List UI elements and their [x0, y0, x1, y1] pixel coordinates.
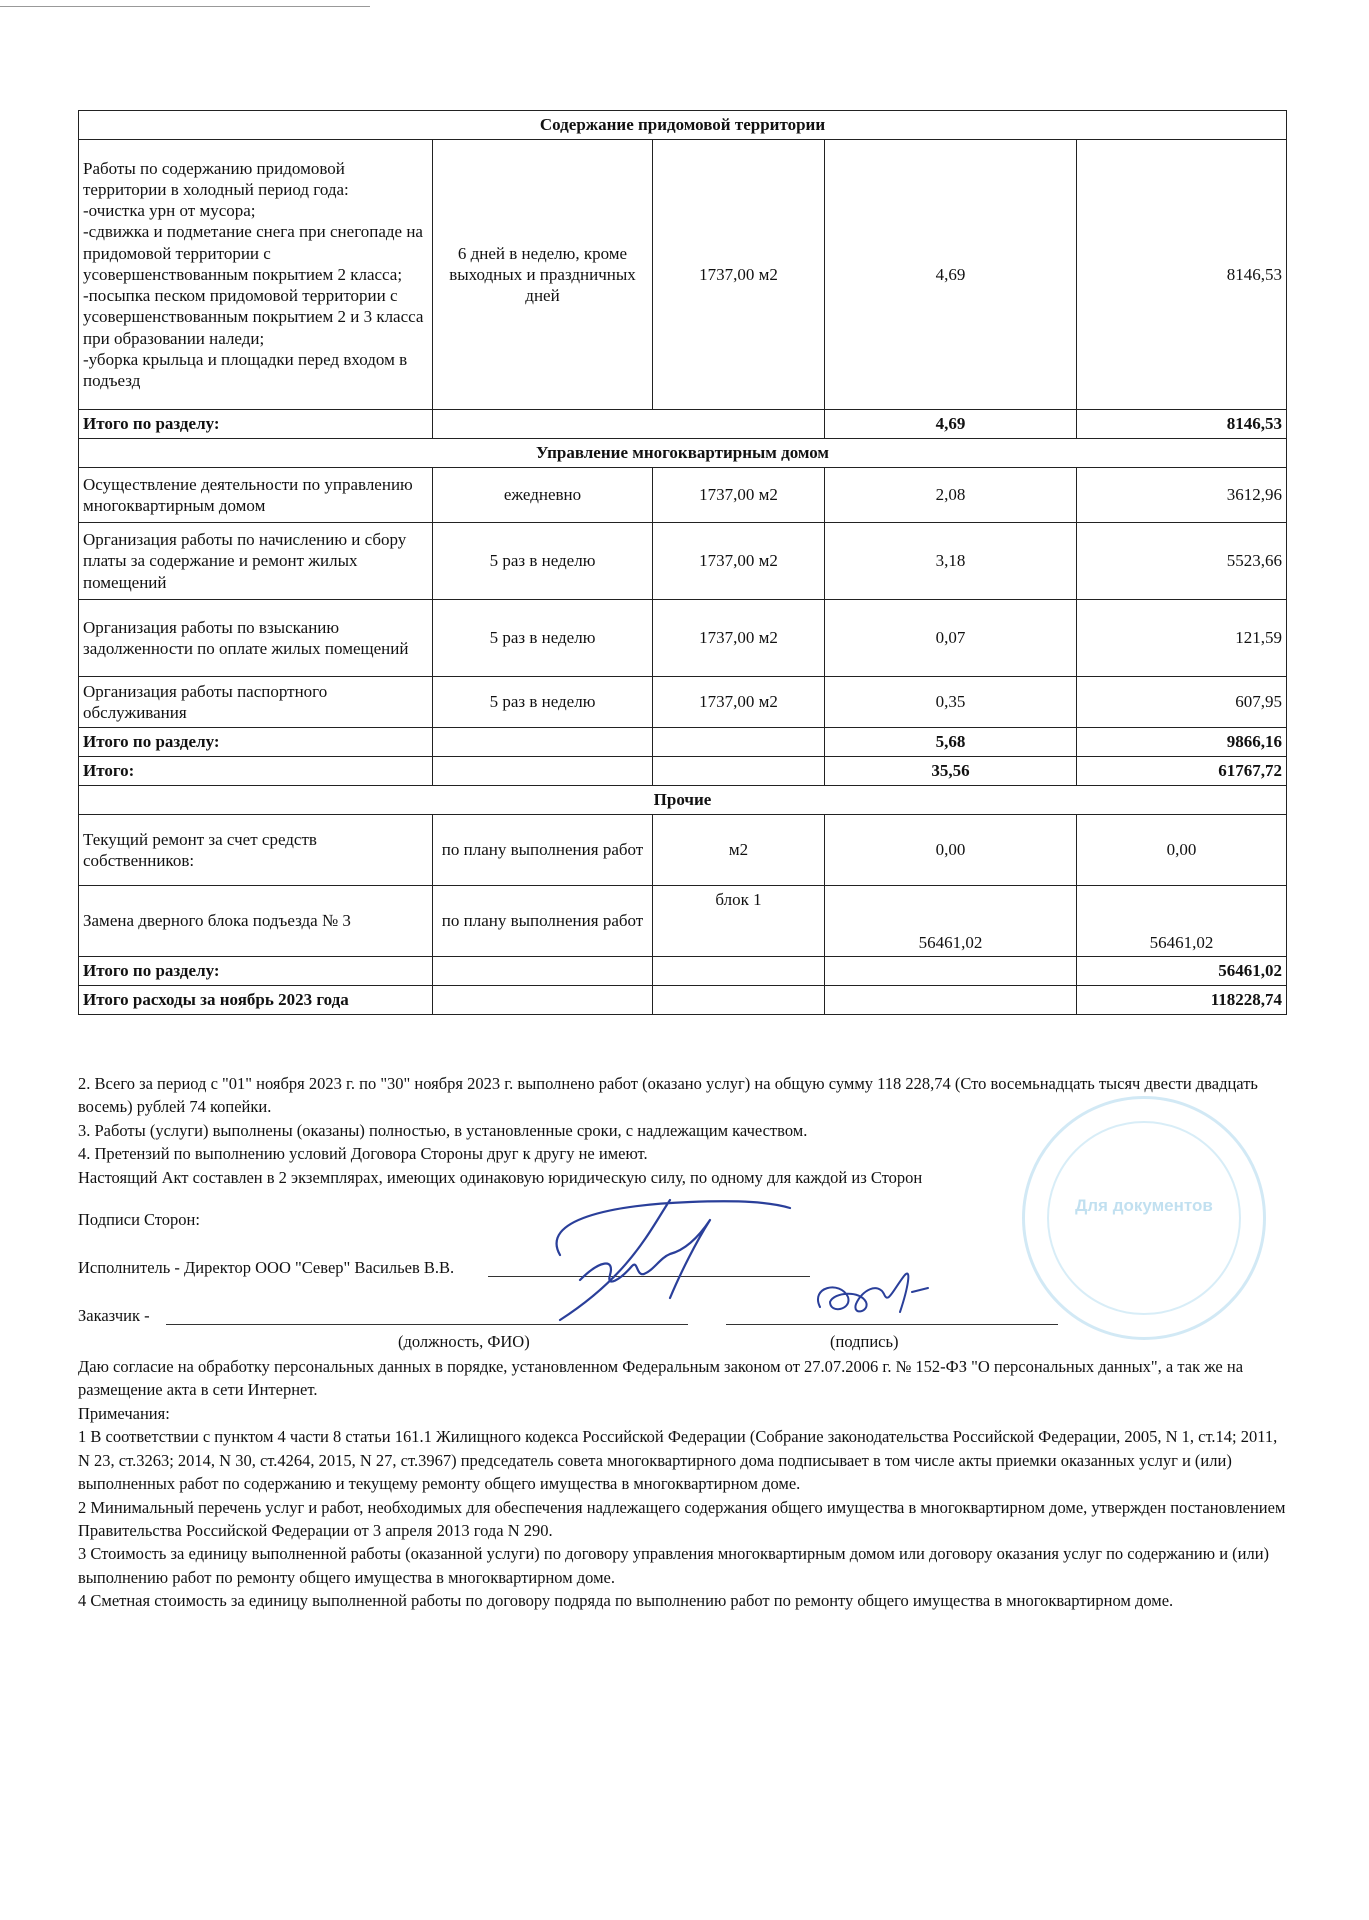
copies-statement: Настоящий Акт составлен в 2 экземплярах, имеющих одинаковую юридическую силу, по одному для каждой из Сторон — [78, 1167, 923, 1187]
rate-total: 4,69 — [825, 410, 1077, 439]
rate-cell: 0,35 — [825, 677, 1077, 728]
table-total-row — [79, 410, 1287, 439]
table-row — [79, 600, 1287, 677]
total-label: Итого по разделу: — [79, 957, 433, 986]
work-description: Организация работы по начислению и сбору платы за содержание и ремонт жилых помещений — [79, 523, 433, 600]
empty-cell — [433, 410, 825, 439]
volume-cell: 1737,00 м2 — [653, 600, 825, 677]
empty-cell — [825, 986, 1077, 1015]
customer-label: Заказчик - — [78, 1306, 150, 1325]
rate-cell: 4,69 — [825, 140, 1077, 410]
summary-paragraph: 3. Работы (услуги) выполнены (оказаны) полностью, в установленные сроки, с надлежащим качеством. — [78, 1120, 808, 1140]
frequency-cell: ежедневно — [433, 468, 653, 523]
stamp-text: Для документов — [1075, 1196, 1213, 1215]
customer-handwritten-signature — [800, 1252, 950, 1332]
notes-heading: Примечания: — [78, 1403, 170, 1423]
note-item: 3 Стоимость за единицу выполненной работы (оказанной услуги) по договору управления многоквартирным домом или договору оказания услуг по содержанию и (или) выполнению работ по ремонту общего имущества в многоквартирном доме. — [78, 1544, 1270, 1587]
table-row — [79, 468, 1287, 523]
rate-cell: 0,07 — [825, 600, 1077, 677]
volume-cell: 1737,00 м2 — [653, 468, 825, 523]
work-description: Организация работы паспортного обслуживания — [79, 677, 433, 728]
total-label: Итого по разделу: — [79, 410, 433, 439]
frequency-cell: 5 раз в неделю — [433, 523, 653, 600]
signature-caption: (подпись) — [830, 1332, 899, 1351]
frequency-cell: по плану выполнения работ — [433, 815, 653, 886]
cost-cell: 0,00 — [1077, 815, 1287, 886]
table-row — [79, 815, 1287, 886]
summary-paragraph: 2. Всего за период с "01" ноября 2023 г. по "30" ноября 2023 г. выполнено работ (оказано услуг) на общую сумму 118 228,74 (Сто восемьнадцать тысяч двести двадцать восемь) рублей 74 копейки. — [78, 1074, 1258, 1117]
volume-cell: 1737,00 м2 — [653, 140, 825, 410]
stamp-inner-ring — [1047, 1121, 1241, 1315]
table-total-row — [79, 728, 1287, 757]
cost-cell: 5523,66 — [1077, 523, 1287, 600]
rate-cell: 0,00 — [825, 815, 1077, 886]
services-table — [78, 110, 1287, 1015]
table-row — [79, 140, 1287, 410]
empty-cell — [433, 757, 653, 786]
notes-block — [78, 1355, 1288, 1613]
empty-cell — [433, 957, 653, 986]
empty-cell — [653, 957, 825, 986]
cost-total: 56461,02 — [1077, 957, 1287, 986]
rate-total: 5,68 — [825, 728, 1077, 757]
empty-cell — [653, 728, 825, 757]
cost-total: 8146,53 — [1077, 410, 1287, 439]
table-month-total-row — [79, 986, 1287, 1015]
section-header-other — [79, 786, 1287, 815]
signatures-title: Подписи Сторон: — [78, 1210, 200, 1229]
empty-cell — [433, 728, 653, 757]
work-description: Замена дверного блока подъезда № 3 — [79, 886, 433, 957]
total-label: Итого расходы за ноябрь 2023 года — [79, 986, 433, 1015]
cost-total: 61767,72 — [1077, 757, 1287, 786]
table-grand-subtotal-row — [79, 757, 1287, 786]
position-caption: (должность, ФИО) — [398, 1332, 530, 1351]
table-row — [79, 523, 1287, 600]
note-item: 1 В соответствии с пунктом 4 части 8 статьи 161.1 Жилищного кодекса Российской Федерации (Собрание законодательства Российской Федерации, 2005, N 1, ст.14; 2011, N 23, ст.3263; 2014, N 30, ст.4264, 2015, N 27, ст.3967) председатель совета многоквартирного дома подписывает в том числе акты приемки оказанных услуг и (или) выполненных работ по содержанию и текущему ремонту общего имущества в многоквартирном доме. — [78, 1427, 1278, 1494]
cost-cell: 607,95 — [1077, 677, 1287, 728]
cost-cell: 56461,02 — [1077, 886, 1287, 957]
table-total-row — [79, 957, 1287, 986]
volume-cell: м2 — [653, 815, 825, 886]
frequency-cell: 6 дней в неделю, кроме выходных и праздничных дней — [433, 140, 653, 410]
table-row — [79, 677, 1287, 728]
note-item: 2 Минимальный перечень услуг и работ, необходимых для обеспечения надлежащего содержания общего имущества в многоквартирном доме, утвержден постановлением Правительства Российской Федерации от 3 апреля 2013 года N 290. — [78, 1497, 1286, 1540]
cost-cell: 121,59 — [1077, 600, 1287, 677]
volume-cell: 1737,00 м2 — [653, 523, 825, 600]
rate-cell: 56461,02 — [825, 886, 1077, 957]
empty-cell — [653, 757, 825, 786]
rate-cell: 3,18 — [825, 523, 1077, 600]
section-header-management — [79, 439, 1287, 468]
executor-handwritten-signature — [520, 1180, 810, 1330]
total-label: Итого по разделу: — [79, 728, 433, 757]
section-header-yard — [79, 111, 1287, 140]
frequency-cell: по плану выполнения работ — [433, 886, 653, 957]
section-title: Управление многоквартирным домом — [79, 439, 1287, 468]
work-description: Организация работы по взысканию задолженности по оплате жилых помещений — [79, 600, 433, 677]
section-title: Содержание придомовой территории — [79, 111, 1287, 140]
frequency-cell: 5 раз в неделю — [433, 600, 653, 677]
cost-cell: 8146,53 — [1077, 140, 1287, 410]
consent-text: Даю согласие на обработку персональных данных в порядке, установленном Федеральным законом от 27.07.2006 г. № 152-ФЗ "О персональных данных", а так же на размещение акта в сети Интернет. — [78, 1357, 1244, 1400]
work-description: Текущий ремонт за счет средств собственников: — [79, 815, 433, 886]
scan-edge-line — [0, 6, 370, 7]
rate-total: 35,56 — [825, 757, 1077, 786]
rate-cell: 2,08 — [825, 468, 1077, 523]
round-stamp — [1022, 1096, 1266, 1340]
frequency-cell: 5 раз в неделю — [433, 677, 653, 728]
summary-paragraph: 4. Претензий по выполнению условий Договора Стороны друг к другу не имеют. — [78, 1144, 648, 1164]
table-row — [79, 886, 1287, 957]
volume-cell: блок 1 — [653, 886, 825, 957]
section-title: Прочие — [79, 786, 1287, 815]
work-description: Работы по содержанию придомовой территории в холодный период года: -очистка урн от мусора; -сдвижка и подметание снега при снегопаде на придомовой территории с усовершенствованным покрытием 2 класса; -посыпка песком придомовой территории с усовершенствованным покрытием 2 и 3 класса при образовании наледи; -уборка крыльца и площадки перед входом в подъезд — [79, 140, 433, 410]
note-item: 4 Сметная стоимость за единицу выполненной работы по договору подряда по выполнению работ по ремонту общего имущества в многоквартирном доме. — [78, 1591, 1174, 1611]
empty-cell — [433, 986, 653, 1015]
cost-total: 118228,74 — [1077, 986, 1287, 1015]
executor-label: Исполнитель - Директор ООО "Север" Васильев В.В. — [78, 1258, 455, 1277]
total-label: Итого: — [79, 757, 433, 786]
work-description: Осуществление деятельности по управлению многоквартирным домом — [79, 468, 433, 523]
cost-cell: 3612,96 — [1077, 468, 1287, 523]
cost-total: 9866,16 — [1077, 728, 1287, 757]
volume-cell: 1737,00 м2 — [653, 677, 825, 728]
empty-cell — [825, 957, 1077, 986]
empty-cell — [653, 986, 825, 1015]
